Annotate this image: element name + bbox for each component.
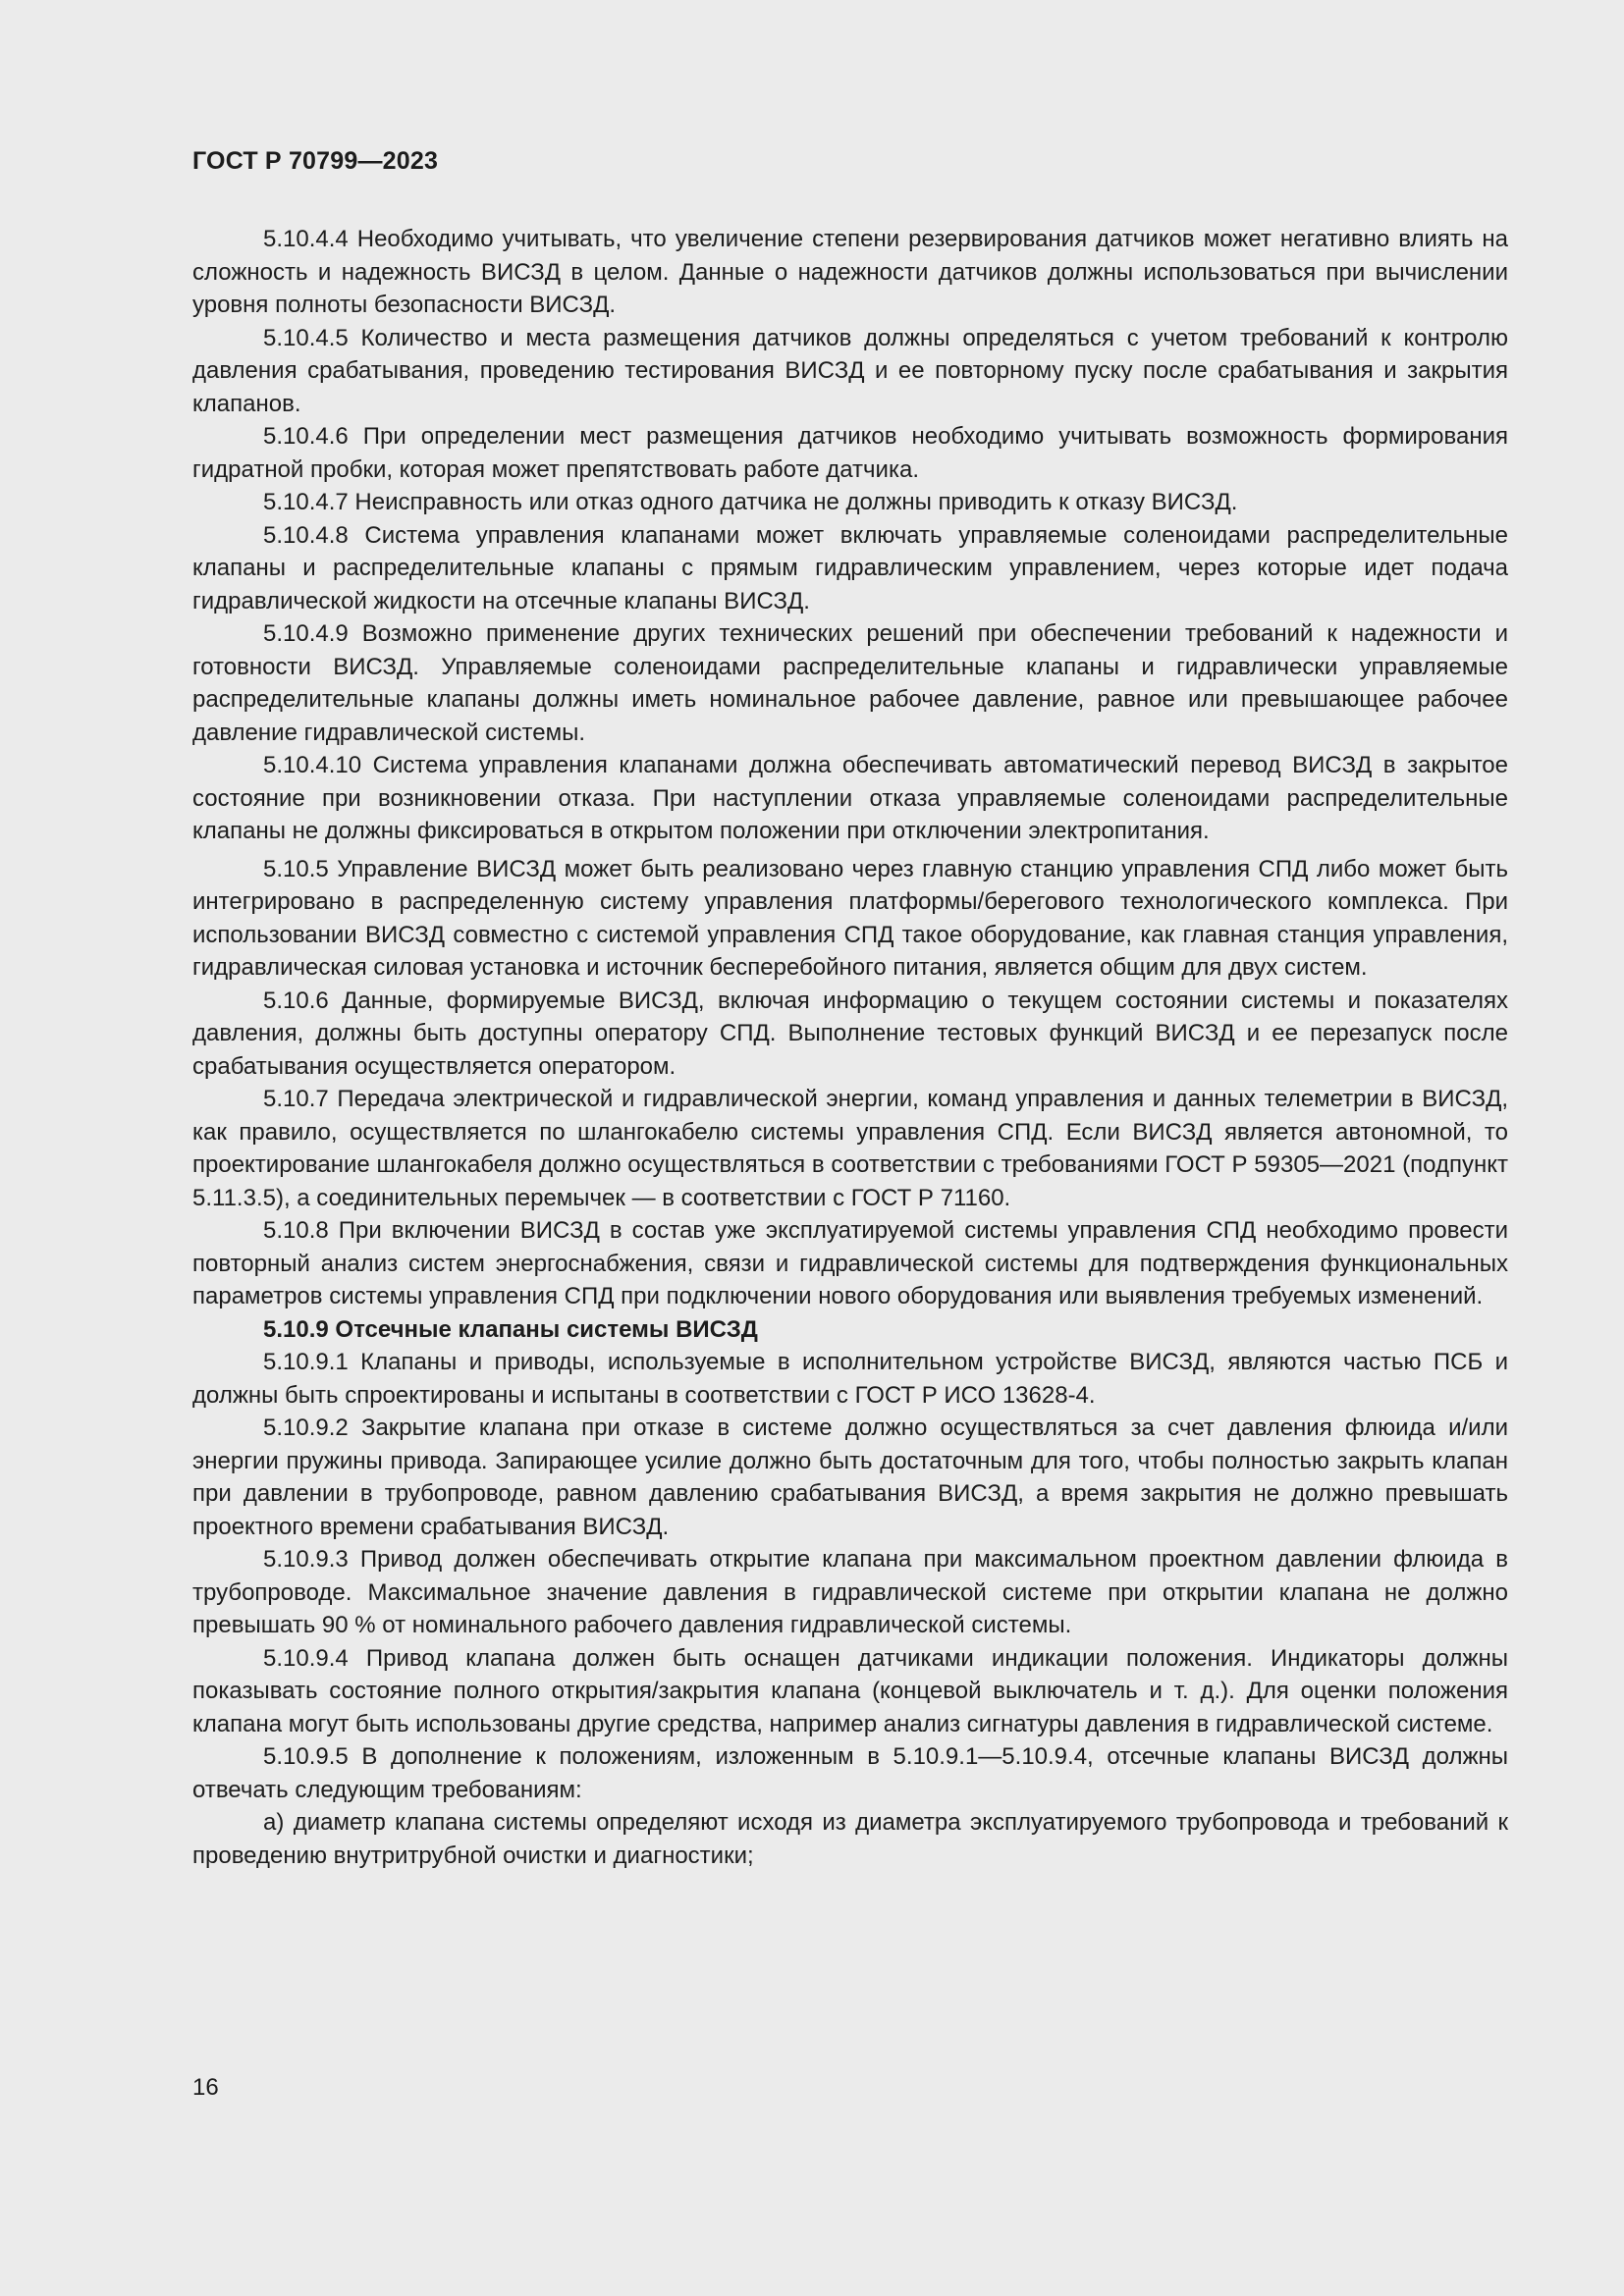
document-code-header: ГОСТ Р 70799—2023: [192, 147, 439, 175]
paragraph-5-10-9-4: 5.10.9.4 Привод клапана должен быть оснащен датчиками индикации положения. Индикаторы должны показывать состояние полного открытия/закрытия клапана (концевой выключатель и т. д.). Для оценки положения клапана могут быть использованы другие средства, например анализ сигнатуры давления в гидравлической системе.: [192, 1644, 1508, 1737]
paragraph-5-10-4-8: 5.10.4.8 Система управления клапанами может включать управляемые соленоидами распределительные клапаны и распределительные клапаны с прямым гидравлическим управлением, через которые идет подача гидравлической жидкости на отсечные клапаны ВИСЗД.: [192, 521, 1508, 614]
paragraph-5-10-4-7: 5.10.4.7 Неисправность или отказ одного датчика не должны приводить к отказу ВИСЗД.: [263, 489, 1238, 515]
paragraph-5-10-9-3: 5.10.9.3 Привод должен обеспечивать открытие клапана при максимальном проектном давлении флюида в трубопроводе. Максимальное значение давления в гидравлической системе при открытии клапана не должно превышать 90 % от номинального рабочего давления гидравлической системы.: [192, 1546, 1508, 1638]
paragraph-5-10-4-10: 5.10.4.10 Система управления клапанами должна обеспечивать автоматический перевод ВИСЗД в закрытое состояние при возникновении отказа. При наступлении отказа управляемые соленоидами распределительные клапаны не должны фиксироваться в открытом положении при отключении электропитания.: [192, 752, 1508, 844]
paragraph-5-10-4-4: 5.10.4.4 Необходимо учитывать, что увеличение степени резервирования датчиков может негативно влиять на сложность и надежность ВИСЗД в целом. Данные о надежности датчиков должны использоваться при вычислении уровня полноты безопасности ВИСЗД.: [192, 226, 1508, 318]
paragraph-5-10-5: 5.10.5 Управление ВИСЗД может быть реализовано через главную станцию управления СПД либо может быть интегрировано в распределенную систему управления платформы/берегового технологического комплекса. При использовании ВИСЗД совместно с системой управления СПД такое оборудование, как главная станция управления, гидравлическая силовая установка и источник бесперебойного питания, является общим для двух систем.: [192, 855, 1508, 981]
paragraph-5-10-9-1: 5.10.9.1 Клапаны и приводы, используемые в исполнительном устройстве ВИСЗД, являются частью ПСБ и должны быть спроектированы и испытаны в соответствии с ГОСТ Р ИСО 13628-4.: [192, 1349, 1508, 1409]
document-body: [192, 223, 1508, 1872]
paragraph-5-10-9-2: 5.10.9.2 Закрытие клапана при отказе в системе должно осуществляться за счет давления флюида и/или энергии пружины привода. Запирающее усилие должно быть достаточным для того, чтобы полностью закрыть клапан при давлении в трубопроводе, равном давлению срабатывания ВИСЗД, а время закрытия не должно превышать проектного времени срабатывания ВИСЗД.: [192, 1415, 1508, 1540]
paragraph-5-10-4-6: 5.10.4.6 При определении мест размещения датчиков необходимо учитывать возможность формирования гидратной пробки, которая может препятствовать работе датчика.: [192, 423, 1508, 483]
paragraph-5-10-4-9: 5.10.4.9 Возможно применение других технических решений при обеспечении требований к надежности и готовности ВИСЗД. Управляемые соленоидами распределительные клапаны и гидравлически управляемые распределительные клапаны должны иметь номинальное рабочее давление, равное или превышающее рабочее давление гидравлической системы.: [192, 620, 1508, 746]
list-item-a: а) диаметр клапана системы определяют исходя из диаметра эксплуатируемого трубопровода и требований к проведению внутритрубной очистки и диагностики;: [192, 1809, 1508, 1869]
paragraph-5-10-6: 5.10.6 Данные, формируемые ВИСЗД, включая информацию о текущем состоянии системы и показателях давления, должны быть доступны оператору СПД. Выполнение тестовых функций ВИСЗД и ее перезапуск после срабатывания осуществляется оператором.: [192, 987, 1508, 1080]
page-number: 16: [192, 2074, 219, 2101]
paragraph-5-10-4-5: 5.10.4.5 Количество и места размещения датчиков должны определяться с учетом требований к контролю давления срабатывания, проведению тестирования ВИСЗД и ее повторному пуску после срабатывания и закрытия клапанов.: [192, 324, 1508, 417]
section-heading-5-10-9: 5.10.9 Отсечные клапаны системы ВИСЗД: [263, 1315, 758, 1343]
paragraph-5-10-8: 5.10.8 При включении ВИСЗД в состав уже эксплуатируемой системы управления СПД необходимо провести повторный анализ систем энергоснабжения, связи и гидравлической системы для подтверждения функциональных параметров системы управления СПД при подключении нового оборудования или выявления требуемых изменений.: [192, 1217, 1508, 1309]
paragraph-5-10-9-5: 5.10.9.5 В дополнение к положениям, изложенным в 5.10.9.1—5.10.9.4, отсечные клапаны ВИСЗД должны отвечать следующим требованиям:: [192, 1743, 1508, 1803]
paragraph-5-10-7: 5.10.7 Передача электрической и гидравлической энергии, команд управления и данных телеметрии в ВИСЗД, как правило, осуществляется по шлангокабелю системы управления СПД. Если ВИСЗД является автономной, то проектирование шлангокабеля должно осуществляться в соответствии с требованиями ГОСТ Р 59305—2021 (подпункт 5.11.3.5), а соединительных перемычек — в соответствии с ГОСТ Р 71160.: [192, 1086, 1508, 1211]
